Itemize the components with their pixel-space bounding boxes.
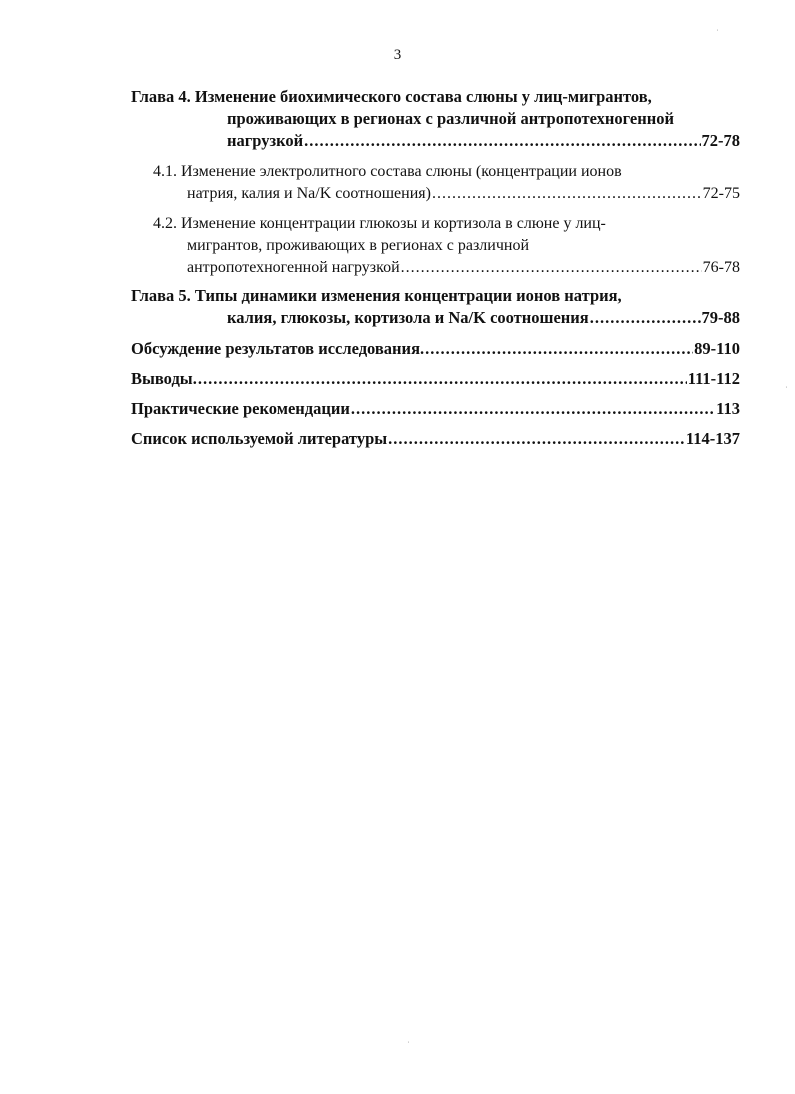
dot-leader (388, 428, 685, 450)
toc-entry-discussion (131, 338, 740, 360)
toc-entry-text: 4.1. Изменение электролитного состава слюны (концентрации ионов (153, 163, 622, 180)
toc-entry-text: Глава 5. Типы динамики изменения концентрации ионов натрия, (131, 286, 622, 305)
toc-entry-text: мигрантов, проживающих в регионах с различной (187, 237, 529, 254)
table-of-contents (131, 86, 740, 450)
toc-page-range: 114-137 (685, 429, 740, 448)
toc-entry-section-4-1 (131, 161, 740, 205)
toc-page-range: 76-78 (702, 259, 740, 276)
toc-entry-text: Обсуждение результатов исследования. (131, 339, 425, 358)
toc-entry-text: проживающих в регионах с различной антропотехногенной (227, 109, 674, 128)
dot-leader (590, 307, 701, 329)
toc-entry-text: калия, глюкозы, кортизола и Na/K соотношения (227, 308, 589, 327)
toc-entry-text: Практические рекомендации (131, 399, 350, 418)
dot-leader (401, 257, 702, 279)
toc-entry-references (131, 428, 740, 450)
toc-entry-chapter-4 (131, 86, 740, 152)
dot-leader (351, 398, 715, 420)
dot-leader (198, 368, 687, 390)
toc-entry-text: натрия, калия и Na/K соотношения) (187, 185, 431, 202)
toc-page-range: 111-112 (687, 369, 740, 388)
toc-entry-chapter-5 (131, 285, 740, 329)
toc-entry-text: нагрузкой (227, 131, 304, 150)
dot-leader (425, 338, 693, 360)
scan-speck: ˙ (785, 385, 788, 394)
toc-entry-recommendations (131, 398, 740, 420)
toc-page-range: 113 (716, 399, 740, 418)
page-number: 3 (393, 47, 402, 63)
toc-entry-conclusions (131, 368, 740, 390)
toc-entry-text: Глава 4. Изменение биохимического состава слюны у лиц-мигрантов, (131, 87, 652, 106)
toc-entry-text: Список используемой литературы (131, 429, 388, 448)
toc-entry-text: Выводы. (131, 369, 197, 388)
toc-page-range: 89-110 (694, 339, 740, 358)
toc-entry-text: антропотехногенной нагрузкой (187, 259, 400, 276)
dot-leader (432, 183, 702, 205)
toc-page-range: 72-78 (701, 131, 740, 150)
toc-page-range: 72-75 (702, 185, 740, 202)
scan-speck: ˙ (407, 1040, 410, 1049)
dot-leader (304, 130, 700, 152)
scan-speck: ˙ (716, 28, 719, 37)
toc-entry-text: 4.2. Изменение концентрации глюкозы и кортизола в слюне у лиц- (153, 215, 606, 232)
toc-entry-section-4-2 (131, 213, 740, 279)
toc-page-range: 79-88 (701, 308, 740, 327)
